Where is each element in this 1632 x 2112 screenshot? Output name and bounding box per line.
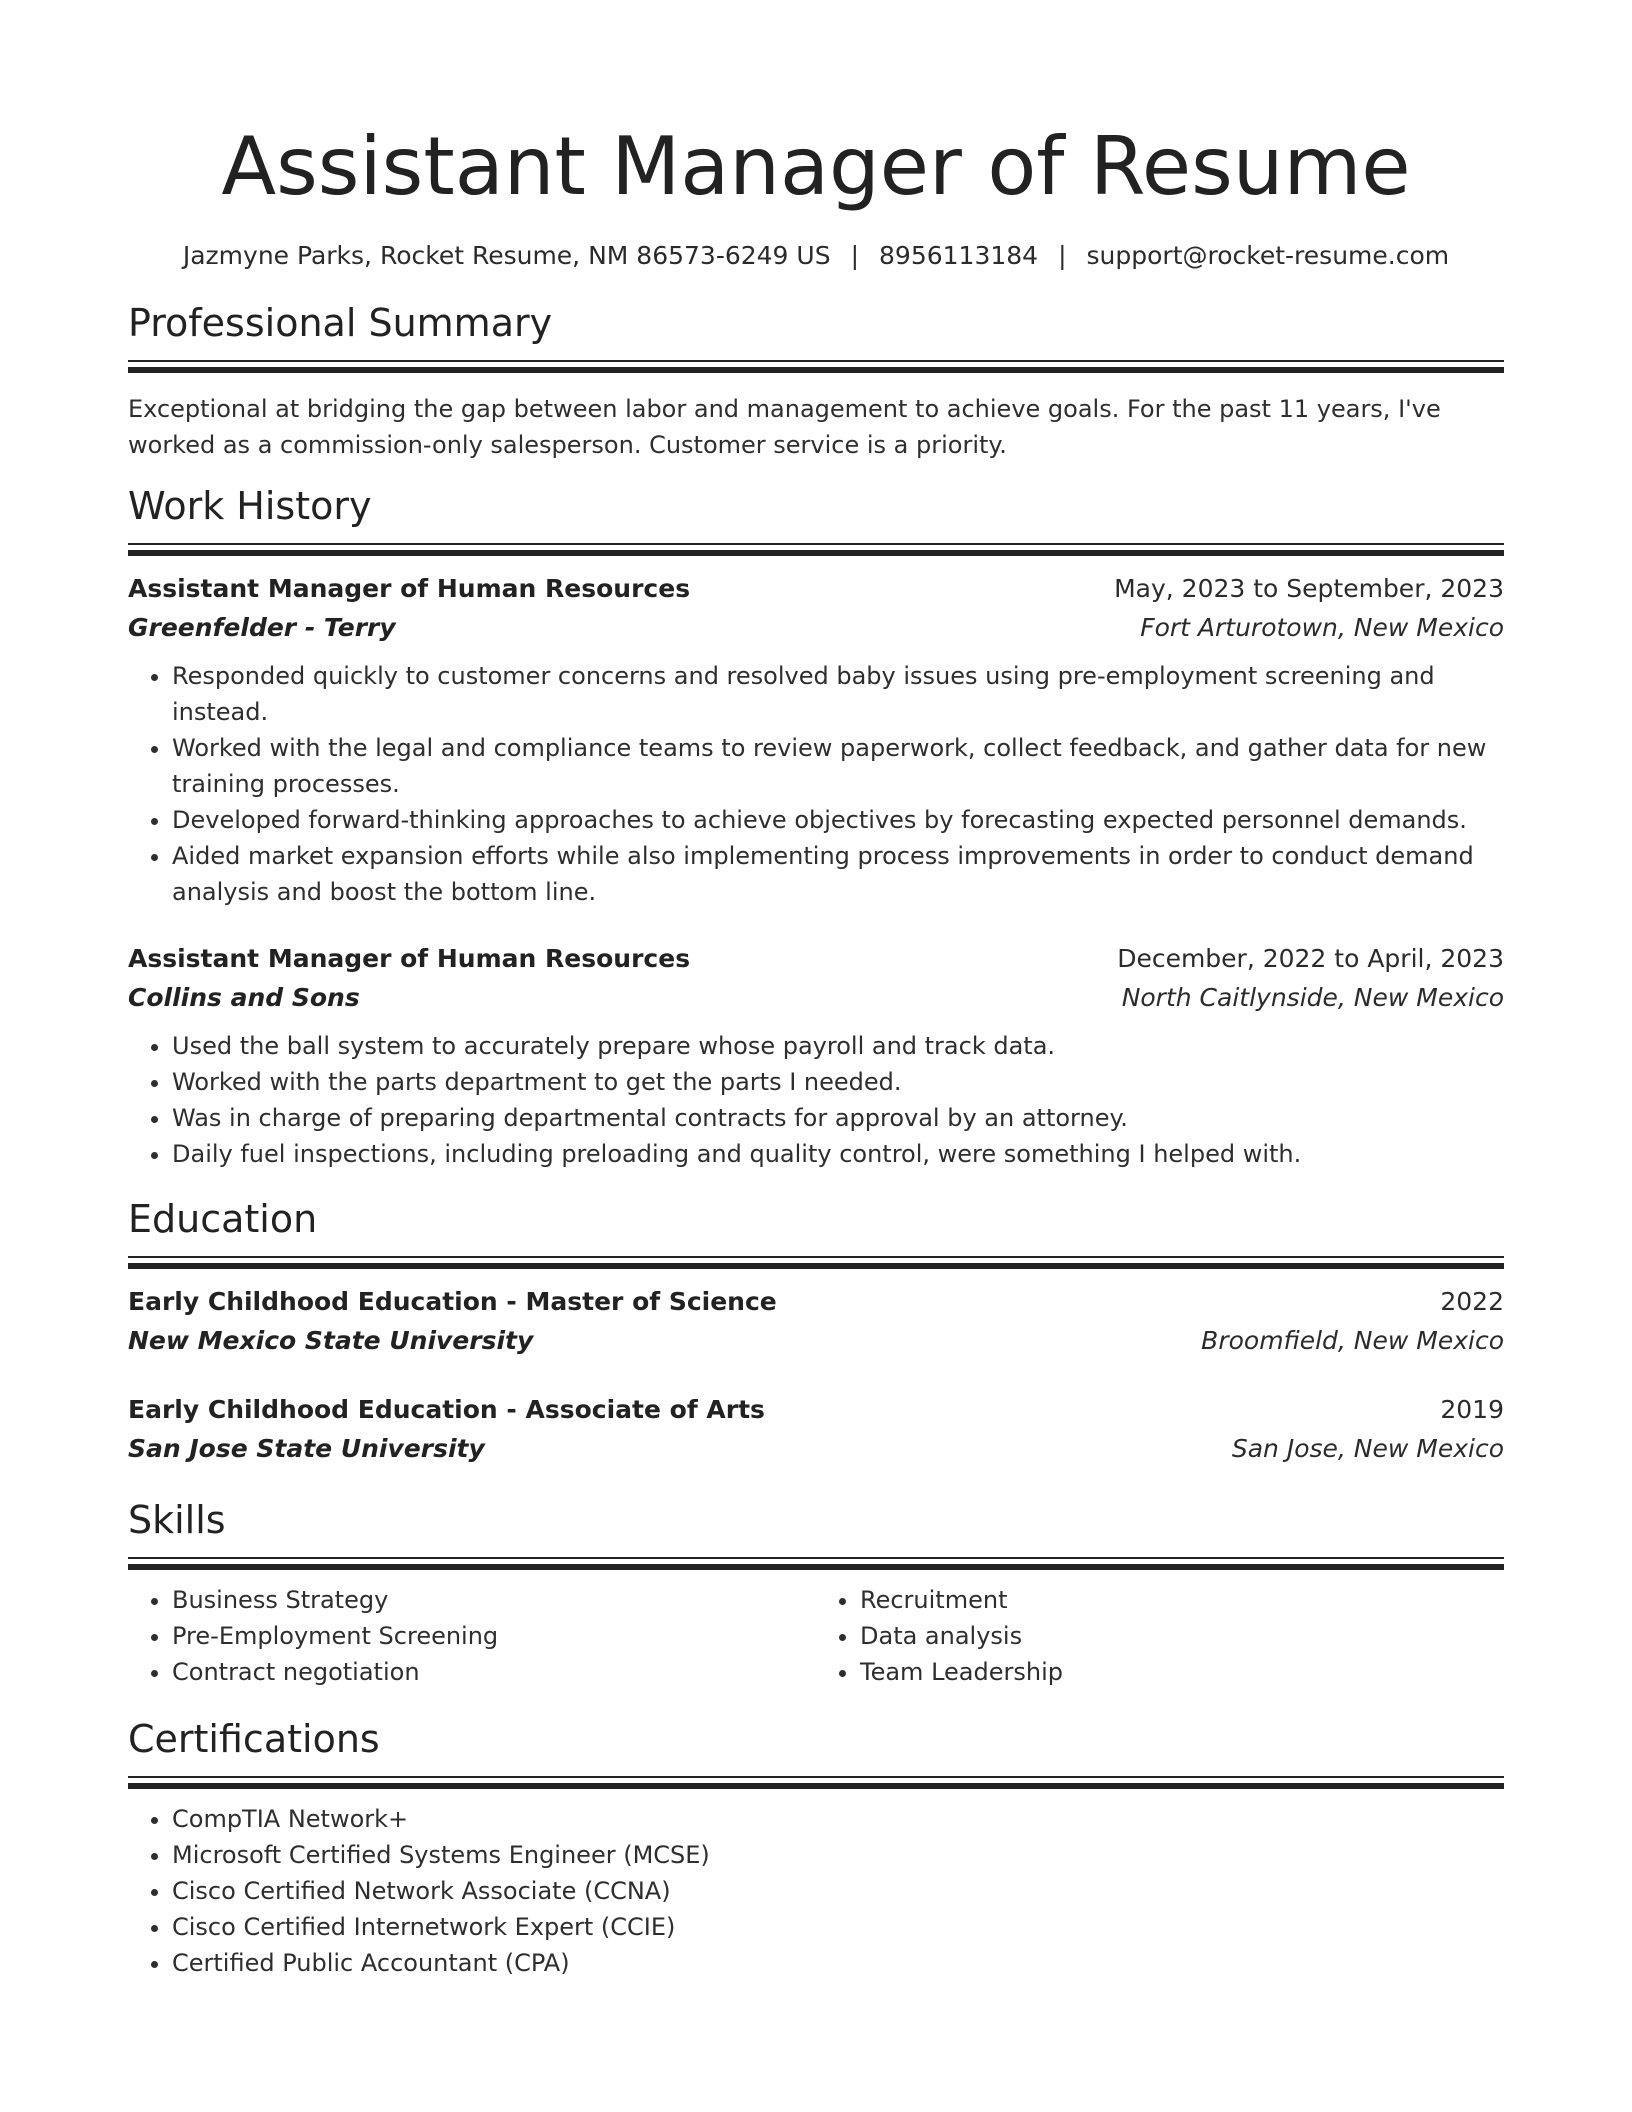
skill-item: • Business Strategy (172, 1582, 816, 1618)
graduation-year: 2022 (1440, 1287, 1504, 1316)
certification-item: • Cisco Certified Internetwork Expert (CCIE) (172, 1909, 1504, 1945)
contact-separator: | (1058, 241, 1067, 270)
job-header-row (128, 570, 1504, 608)
education-school-row (128, 1429, 1504, 1469)
job-company-row (128, 978, 1504, 1018)
skill-item: • Pre-Employment Screening (172, 1618, 816, 1654)
job-location: North Caitlynside, New Mexico (1121, 983, 1504, 1012)
job-dates: May, 2023 to September, 2023 (1114, 574, 1504, 603)
job-entry (128, 570, 1504, 910)
section-divider (128, 1557, 1504, 1570)
job-title: Assistant Manager of Human Resources (128, 574, 691, 603)
education-heading: Education (128, 1197, 318, 1241)
contact-address: Jazmyne Parks, Rocket Resume, NM 86573-6249 US (182, 241, 831, 270)
job-bullet: • Developed forward-thinking approaches to achieve objectives by forecasting expected personnel demands. (172, 802, 1504, 838)
certifications-heading: Certifications (128, 1717, 380, 1761)
job-location: Fort Arturotown, New Mexico (1140, 613, 1504, 642)
school-name: San Jose State University (128, 1434, 485, 1463)
job-entry (128, 940, 1504, 1172)
work-history-section (128, 481, 1504, 1172)
contact-line (128, 240, 1504, 272)
school-location: Broomfield, New Mexico (1201, 1326, 1504, 1355)
school-name: New Mexico State University (128, 1326, 534, 1355)
resume-page (128, 0, 1504, 1981)
job-bullet: • Worked with the legal and compliance teams to review paperwork, collect feedback, and gather data for new training processes. (172, 730, 1504, 802)
work-history-heading: Work History (128, 484, 372, 528)
skill-item: • Contract negotiation (172, 1654, 816, 1690)
summary-heading: Professional Summary (128, 301, 553, 345)
section-divider (128, 360, 1504, 373)
job-bullet: • Used the ball system to accurately prepare whose payroll and track data. (172, 1028, 1504, 1064)
certifications-section (128, 1714, 1504, 1981)
skills-column-left (128, 1582, 816, 1690)
job-bullet: • Daily fuel inspections, including preloading and quality control, were something I helped with. (172, 1136, 1504, 1172)
job-bullet: • Was in charge of preparing departmental contracts for approval by an attorney. (172, 1100, 1504, 1136)
contact-phone: 8956113184 (879, 241, 1039, 270)
job-bullet: • Responded quickly to customer concerns and resolved baby issues using pre-employment screening and instead. (172, 658, 1504, 730)
contact-email: support@rocket-resume.com (1086, 241, 1450, 270)
skill-item: • Team Leadership (860, 1654, 1504, 1690)
education-section (128, 1194, 1504, 1469)
job-title: Assistant Manager of Human Resources (128, 944, 691, 973)
job-bullet: • Aided market expansion efforts while also implementing process improvements in order to conduct demand analysis and boost the bottom line. (172, 838, 1504, 910)
skills-column-right (816, 1582, 1504, 1690)
job-company: Collins and Sons (128, 983, 360, 1012)
summary-section (128, 298, 1504, 463)
education-header-row (128, 1283, 1504, 1321)
school-location: San Jose, New Mexico (1231, 1434, 1504, 1463)
degree-title: Early Childhood Education - Associate of Arts (128, 1395, 765, 1424)
job-company-row (128, 608, 1504, 648)
job-bullet: • Worked with the parts department to get the parts I needed. (172, 1064, 1504, 1100)
skills-section (128, 1495, 1504, 1690)
education-entry (128, 1283, 1504, 1361)
education-header-row (128, 1391, 1504, 1429)
certification-item: • Cisco Certified Network Associate (CCNA) (172, 1873, 1504, 1909)
degree-title: Early Childhood Education - Master of Science (128, 1287, 777, 1316)
education-entry (128, 1391, 1504, 1469)
job-dates: December, 2022 to April, 2023 (1117, 944, 1504, 973)
job-bullets (128, 1028, 1504, 1172)
certification-item: • CompTIA Network+ (172, 1801, 1504, 1837)
skills-grid (128, 1582, 1504, 1690)
graduation-year: 2019 (1440, 1395, 1504, 1424)
job-bullets (128, 658, 1504, 910)
certification-item: • Certified Public Accountant (CPA) (172, 1945, 1504, 1981)
skill-item: • Data analysis (860, 1618, 1504, 1654)
certification-item: • Microsoft Certified Systems Engineer (MCSE) (172, 1837, 1504, 1873)
skills-heading: Skills (128, 1498, 226, 1542)
skill-item: • Recruitment (860, 1582, 1504, 1618)
job-header-row (128, 940, 1504, 978)
contact-separator: | (850, 241, 860, 270)
job-company: Greenfelder - Terry (128, 613, 396, 642)
resume-name: Assistant Manager of Resume (221, 120, 1411, 213)
summary-text: Exceptional at bridging the gap between labor and management to achieve goals. For the past 11 years, I've worked as a commission-only salesperson. Customer service is a priority. (128, 395, 1441, 459)
certifications-list (128, 1801, 1504, 1981)
section-divider (128, 1776, 1504, 1789)
education-school-row (128, 1321, 1504, 1361)
section-divider (128, 543, 1504, 556)
section-divider (128, 1256, 1504, 1269)
